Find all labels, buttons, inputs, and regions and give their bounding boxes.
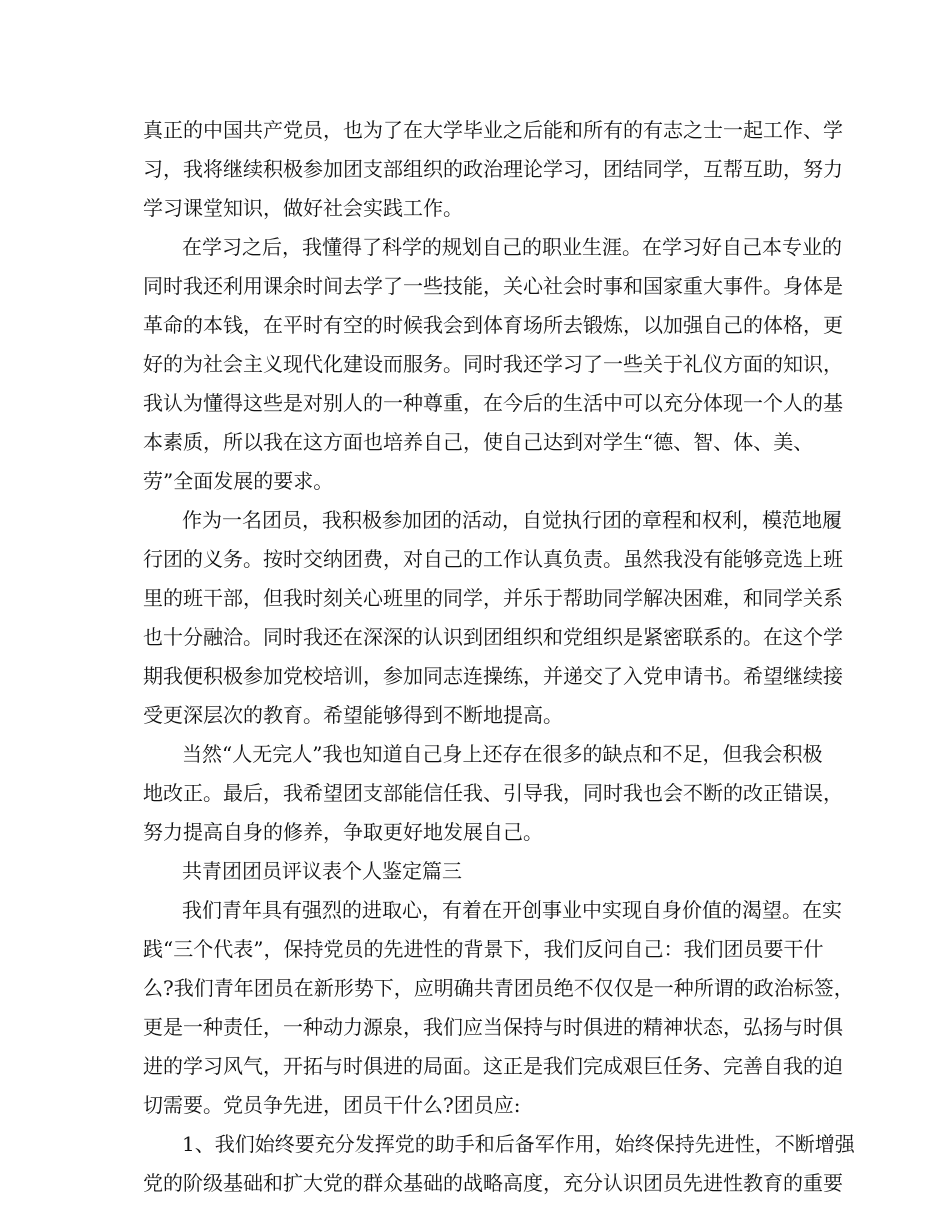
text-line: 好的为社会主义现代化建设而服务。同时我还学习了一些关于礼仪方面的知识， (143, 352, 843, 376)
text-line: 习，我将继续积极参加团支部组织的政治理论学习，团结同学，互帮互助，努力 (143, 157, 843, 181)
text-line: 本素质，所以我在这方面也培养自己，使自己达到对学生“德、智、体、美、 (143, 430, 814, 454)
text-line: 劳”全面发展的要求。 (143, 469, 334, 493)
text-line: 切需要。党员争先进，团员干什么?团员应: (143, 1093, 521, 1117)
text-line: 受更深层次的教育。希望能够得到不断地提高。 (143, 703, 563, 727)
text-line: 我们青年具有强烈的进取心，有着在开创事业中实现自身价值的渴望。在实 (182, 898, 842, 922)
text-line: 1、我们始终要充分发挥党的助手和后备军作用，始终保持先进性，不断增强 (182, 1132, 855, 1156)
section-heading: 共青团团员评议表个人鉴定篇三 (182, 859, 462, 883)
text-line: 么?我们青年团员在新形势下，应明确共青团员绝不仅仅是一种所谓的政治标签， (143, 976, 854, 1000)
text-line: 努力提高自身的修养，争取更好地发展自己。 (143, 820, 543, 844)
text-line: 学习课堂知识，做好社会实践工作。 (143, 196, 463, 220)
text-line: 党的阶级基础和扩大党的群众基础的战略高度，充分认识团员先进性教育的重要 (143, 1171, 843, 1195)
text-line: 我认为懂得这些是对别人的一种尊重，在今后的生活中可以充分体现一个人的基 (143, 391, 843, 415)
text-line: 进的学习风气，开拓与时俱进的局面。这正是我们完成艰巨任务、完善自我的迫 (143, 1054, 843, 1078)
text-line: 当然“人无完人”我也知道自己身上还存在很多的缺点和不足，但我会积极 (182, 742, 823, 766)
text-line: 践“三个代表”，保持党员的先进性的背景下，我们反问自己：我们团员要干什 (143, 937, 824, 961)
text-line: 在学习之后，我懂得了科学的规划自己的职业生涯。在学习好自己本专业的 (182, 235, 842, 259)
text-line: 地改正。最后，我希望团支部能信任我、引导我，同时我也会不断的改正错误， (143, 781, 843, 805)
text-line: 作为一名团员，我积极参加团的活动，自觉执行团的章程和权利，模范地履 (182, 508, 842, 532)
text-line: 更是一种责任，一种动力源泉，我们应当保持与时俱进的精神状态，弘扬与时俱 (143, 1015, 843, 1039)
text-line: 革命的本钱，在平时有空的时候我会到体育场所去锻炼，以加强自己的体格，更 (143, 313, 843, 337)
text-line: 期我便积极参加党校培训，参加同志连操练，并递交了入党申请书。希望继续接 (143, 664, 843, 688)
text-line: 里的班干部，但我时刻关心班里的同学，并乐于帮助同学解决困难，和同学关系 (143, 586, 843, 610)
text-line: 同时我还利用课余时间去学了一些技能，关心社会时事和国家重大事件。身体是 (143, 274, 843, 298)
text-line: 行团的义务。按时交纳团费，对自己的工作认真负责。虽然我没有能够竞选上班 (143, 547, 843, 571)
text-line: 也十分融洽。同时我还在深深的认识到团组织和党组织是紧密联系的。在这个学 (143, 625, 843, 649)
text-line: 真正的中国共产党员，也为了在大学毕业之后能和所有的有志之士一起工作、学 (143, 118, 843, 142)
